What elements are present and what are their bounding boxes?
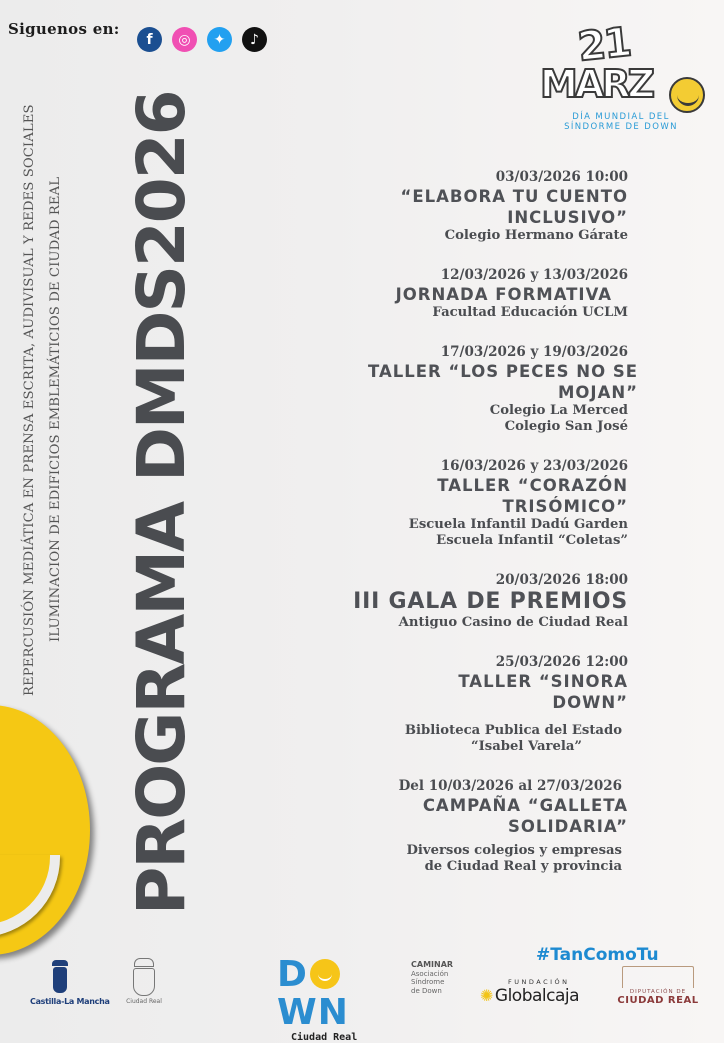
- media-coverage-text: REPERCUSIÓN MEDIÁTICA EN PRENSA ESCRITA, AUDIVISUAL Y REDES SOCIALES: [22, 104, 37, 696]
- logo-month: MARZ: [540, 62, 653, 106]
- smiley-decoration-icon: [0, 705, 90, 955]
- program-title: PROGRAMA DMDS2026: [123, 91, 200, 915]
- event-title: “ELABORA TU CUENTO INCLUSIVO”: [400, 187, 628, 227]
- event-title: JORNADA FORMATIVA: [395, 285, 612, 304]
- event-place: Biblioteca Publica del Estado: [404, 723, 622, 738]
- smiley-icon: [310, 959, 340, 989]
- event-item: [248, 168, 628, 244]
- event-title: TALLER “SINORA DOWN”: [458, 672, 628, 712]
- event-item: [248, 343, 638, 435]
- event-place: Facultad Educación UCLM: [432, 305, 628, 320]
- crown-icon: [52, 960, 68, 966]
- hashtag: #TanComoTu: [536, 945, 659, 965]
- event-title: III GALA DE PREMIOS: [353, 589, 628, 614]
- event-date: 12/03/2026 y 13/03/2026: [440, 267, 628, 283]
- event-item: [248, 266, 628, 321]
- event-item: [248, 571, 628, 631]
- crest-icon: [53, 967, 67, 993]
- crest-icon: [133, 968, 155, 996]
- event-place: Diversos colegios y empresas: [406, 843, 622, 858]
- event-place: Escuela Infantil “Coletas”: [436, 533, 628, 548]
- event-date: 03/03/2026 10:00: [495, 169, 628, 185]
- down-ciudad-real-logo: DWN Ciudad Real: [277, 954, 358, 1043]
- event-title: TALLER “CORAZÓN TRISÓMICO”: [437, 476, 628, 516]
- event-place: de Ciudad Real y provincia: [424, 859, 622, 874]
- event-title: CAMPAÑA “GALLETA SOLIDARIA”: [422, 796, 628, 836]
- building-icon: [622, 966, 694, 988]
- event-place: Antiguo Casino de Ciudad Real: [398, 615, 628, 630]
- event-place: Colegio Hermano Gárate: [444, 228, 628, 243]
- ciudad-real-logo: Ciudad Real: [124, 958, 164, 1005]
- facebook-icon[interactable]: f: [137, 27, 162, 52]
- event-date: 25/03/2026 12:00: [495, 654, 628, 670]
- event-title: TALLER “LOS PECES NO SE MOJAN”: [367, 362, 638, 402]
- event-item: [248, 777, 628, 875]
- event-place: Escuela Infantil Dadú Garden: [408, 517, 628, 532]
- crown-icon: [134, 958, 154, 967]
- event-date: Del 10/03/2026 al 27/03/2026: [398, 778, 622, 794]
- building-illumination-text: ILUMINACION DE EDIFICIOS EMBLEMÁTICIOS DE CIUDAD REAL: [48, 176, 63, 642]
- event-item: [248, 457, 628, 549]
- wheat-icon: ✺: [480, 986, 493, 1005]
- event-date: 16/03/2026 y 23/03/2026: [440, 458, 628, 474]
- event-place: Colegio San José: [504, 419, 628, 434]
- event-place: Colegio La Merced: [489, 403, 628, 418]
- diputacion-ciudad-real-logo: DIPUTACIÓN DE CIUDAD REAL: [616, 966, 700, 1006]
- castilla-la-mancha-logo: Castilla-La Mancha: [30, 960, 90, 1006]
- events-list: [248, 168, 638, 897]
- logo-day: 21: [575, 19, 632, 71]
- caminar-logo: CAMINAR Asociación Síndrome de Down: [411, 960, 454, 995]
- world-down-syndrome-day-logo: [532, 19, 702, 137]
- follow-us-label: Siguenos en:: [8, 20, 120, 38]
- event-item: [248, 653, 628, 755]
- event-date: 20/03/2026 18:00: [495, 572, 628, 588]
- social-links: [137, 27, 267, 52]
- event-date: 17/03/2026 y 19/03/2026: [440, 344, 628, 360]
- instagram-icon[interactable]: ◎: [172, 27, 197, 52]
- event-place: “Isabel Varela”: [471, 739, 582, 754]
- fundacion-globalcaja-logo: FUNDACIÓN ✺ Globalcaja: [480, 978, 580, 1006]
- twitter-icon[interactable]: ✦: [207, 27, 232, 52]
- logo-subtitle: DÍA MUNDIAL DEL SÍNDORME DE DOWN: [564, 112, 678, 132]
- tiktok-icon[interactable]: ♪: [242, 27, 267, 52]
- smiley-icon: [669, 77, 705, 113]
